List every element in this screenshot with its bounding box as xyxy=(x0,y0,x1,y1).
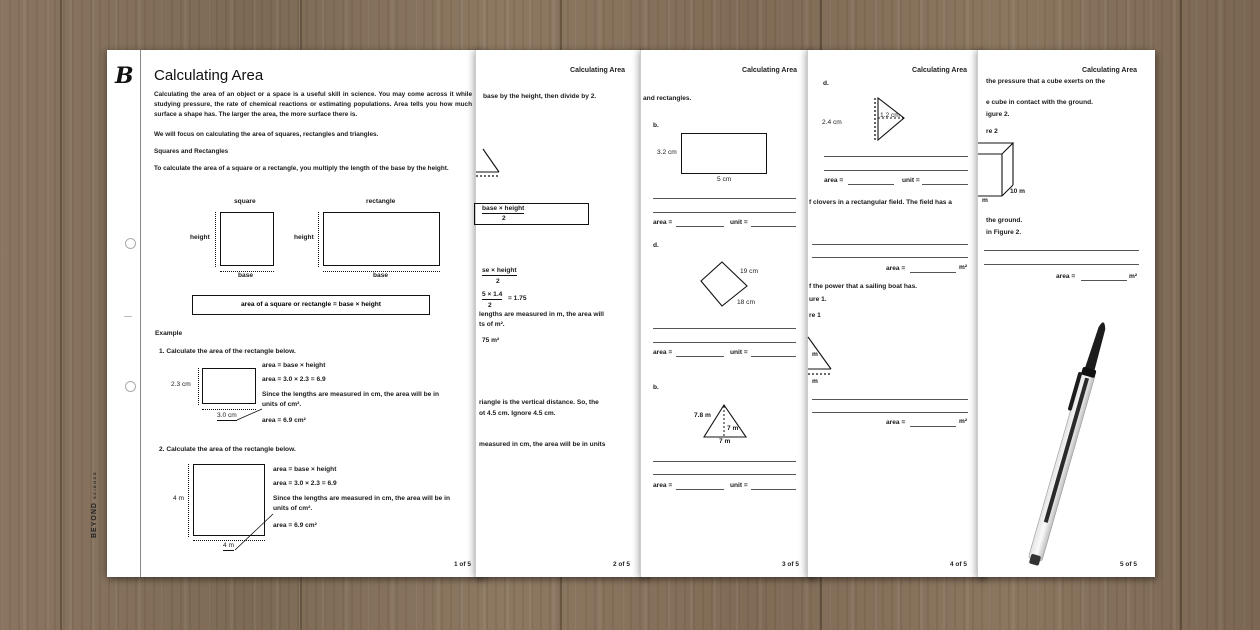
page-number: 1 of 5 xyxy=(454,561,471,568)
step-text: area = base × height xyxy=(273,466,337,473)
answer-line[interactable] xyxy=(653,342,796,343)
answer-line[interactable] xyxy=(812,244,968,245)
answer-line[interactable] xyxy=(984,250,1139,251)
unit-label: unit = xyxy=(902,177,920,184)
ballpoint-pen-icon xyxy=(1030,310,1110,580)
worksheet-page-1 xyxy=(91,50,485,577)
answer-line[interactable] xyxy=(824,170,968,171)
example-heading: Example xyxy=(155,330,183,337)
text-line: base by the height, then divide by 2. xyxy=(483,93,597,100)
note-text: Since the lengths are measured in cm, the area will be in xyxy=(262,391,439,398)
cube-base-label: m xyxy=(982,197,988,204)
page-header: Calculating Area xyxy=(912,67,967,74)
base-label: base xyxy=(373,272,389,279)
answer-line[interactable] xyxy=(653,328,796,329)
note-text: Since the lengths are measured in cm, the area will be in xyxy=(273,495,450,502)
side-label: m xyxy=(812,351,818,358)
text-line: lengths are measured in m, the area will xyxy=(479,311,604,318)
area-input-line[interactable] xyxy=(676,356,724,357)
height-label: height xyxy=(294,234,314,241)
area-formula-box: area of a square or rectangle = base × height xyxy=(192,295,430,315)
area-label: area = xyxy=(1056,273,1076,280)
worksheet-page-2 xyxy=(475,50,647,577)
brand-name: BEYOND xyxy=(91,502,98,538)
rectangle-figure xyxy=(681,133,767,174)
area-input-line[interactable] xyxy=(676,226,724,227)
text-line: f the power that a sailing boat has. xyxy=(809,283,918,290)
answer-line[interactable] xyxy=(824,156,968,157)
example-question: 2. Calculate the area of the rectangle below. xyxy=(159,446,296,453)
area-label: area = xyxy=(886,265,906,272)
intro-paragraph: Calculating the area of an object or a space is a useful skill in science. You may come across it while studying pressure, the rate of chemical reactions or estimating populations. Area tells you how much surface a shape has. The larger the area, the more surface there is. xyxy=(154,91,472,118)
answer-line[interactable] xyxy=(812,257,968,258)
wood-grain xyxy=(60,0,62,630)
answer-line[interactable] xyxy=(653,198,796,199)
text-line: ot 4.5 cm. Ignore 4.5 cm. xyxy=(479,410,556,417)
text-line: ure 1. xyxy=(809,296,827,303)
figure-title: re 1 xyxy=(809,312,821,319)
unit-label: unit = xyxy=(730,219,748,226)
page-header: Calculating Area xyxy=(570,67,625,74)
square-shape xyxy=(220,212,274,266)
area-label: area = xyxy=(653,349,673,356)
calc-numerator: 5 × 1.4 xyxy=(482,291,503,298)
height-marker xyxy=(198,368,199,405)
side-label: 7.8 m xyxy=(694,412,711,419)
height-marker xyxy=(318,212,319,267)
question-label: d. xyxy=(653,242,659,249)
text-line: igure 2. xyxy=(986,111,1010,118)
answer-line[interactable] xyxy=(653,212,796,213)
unit-label: m² xyxy=(959,264,968,271)
unit-label: m² xyxy=(1129,273,1138,280)
square-caption: square xyxy=(234,198,256,205)
text-line: and rectangles. xyxy=(643,95,692,102)
answer-text: 75 m² xyxy=(482,337,500,344)
height-label: 1.2 cm xyxy=(880,112,900,119)
wood-grain xyxy=(1180,0,1182,630)
calc-result: = 1.75 xyxy=(508,295,527,302)
punch-hole-icon xyxy=(125,381,136,392)
binding-gutter xyxy=(91,50,141,577)
base-label: 3.0 cm xyxy=(217,412,237,419)
formula-denominator: 2 xyxy=(502,215,506,222)
height-label: 7 m xyxy=(727,425,739,432)
page-number: 4 of 5 xyxy=(950,561,967,568)
calc-denominator: 2 xyxy=(496,278,500,285)
brand-wordmark xyxy=(91,471,98,538)
triangle-figure xyxy=(476,146,506,181)
fold-mark xyxy=(124,316,132,317)
height-label: 4 m xyxy=(173,495,184,502)
area-input-line[interactable] xyxy=(910,272,956,273)
brand-sub: SCIENCE xyxy=(92,470,97,500)
question-label: b. xyxy=(653,122,659,129)
area-label: area = xyxy=(653,482,673,489)
unit-input-line[interactable] xyxy=(751,489,796,490)
focus-paragraph: We will focus on calculating the area of squares, rectangles and triangles. xyxy=(154,131,379,138)
base-label: 4 m xyxy=(223,542,234,549)
text-line: f clovers in a rectangular field. The field has a xyxy=(809,199,952,206)
step-text: area = 3.0 × 2.3 = 6.9 xyxy=(262,376,326,383)
calc-denominator: 2 xyxy=(488,302,492,309)
page-title: Calculating Area xyxy=(154,67,264,84)
unit-input-line[interactable] xyxy=(922,184,968,185)
question-label: b. xyxy=(653,384,659,391)
base-label: 5 cm xyxy=(717,176,732,183)
height-label: height xyxy=(190,234,210,241)
base-label: m xyxy=(812,378,818,385)
page-header: Calculating Area xyxy=(742,67,797,74)
answer-line[interactable] xyxy=(812,399,968,400)
question-label: d. xyxy=(823,80,829,87)
example-question: 1. Calculate the area of the rectangle below. xyxy=(159,348,296,355)
text-line: the pressure that a cube exerts on the xyxy=(986,78,1106,85)
area-input-line[interactable] xyxy=(1081,280,1127,281)
unit-input-line[interactable] xyxy=(751,356,796,357)
rectangle-caption: rectangle xyxy=(366,198,396,205)
answer-text: area = 6.9 cm² xyxy=(273,522,317,529)
text-line: measured in cm, the area will be in units xyxy=(479,441,606,448)
text-line: e cube in contact with the ground. xyxy=(986,99,1093,106)
text-line: riangle is the vertical distance. So, the xyxy=(479,399,599,406)
area-input-line[interactable] xyxy=(910,426,956,427)
side-label: 19 cm xyxy=(740,268,758,275)
cube-depth-label: 10 m xyxy=(1010,188,1026,195)
answer-text: area = 6.9 cm² xyxy=(262,417,306,424)
cube-figure xyxy=(978,140,1038,200)
page-header: Calculating Area xyxy=(1082,67,1137,74)
example-rectangle xyxy=(202,368,256,404)
unit-label: unit = xyxy=(730,482,748,489)
unit-label: m² xyxy=(959,418,968,425)
answer-line[interactable] xyxy=(812,412,968,413)
figure-title: re 2 xyxy=(986,128,998,135)
note-text: units of cm². xyxy=(273,505,313,512)
height-marker xyxy=(215,212,216,267)
unit-input-line[interactable] xyxy=(751,226,796,227)
page-number: 2 of 5 xyxy=(613,561,630,568)
step-text: area = 3.0 × 2.3 = 6.9 xyxy=(273,480,337,487)
base-label: 2.4 cm xyxy=(822,119,842,126)
area-label: area = xyxy=(886,419,906,426)
worksheet-page-4 xyxy=(807,50,985,577)
formula-numerator: base × height xyxy=(482,205,525,212)
answer-line[interactable] xyxy=(984,264,1139,265)
beyond-logo-icon: B xyxy=(115,63,134,89)
section-paragraph: To calculate the area of a square or a rectangle, you multiply the length of the base by the height. xyxy=(154,165,449,172)
text-line: in Figure 2. xyxy=(986,229,1022,236)
area-label: area = xyxy=(824,177,844,184)
height-marker xyxy=(188,464,189,537)
calc-numerator: se × height xyxy=(482,267,517,274)
unit-label: unit = xyxy=(730,349,748,356)
answer-line[interactable] xyxy=(653,474,796,475)
step-text: area = base × height xyxy=(262,362,326,369)
text-line: the ground. xyxy=(986,217,1023,224)
punch-hole-icon xyxy=(125,238,136,249)
page-number: 3 of 5 xyxy=(782,561,799,568)
area-input-line[interactable] xyxy=(848,184,894,185)
page-number: 5 of 5 xyxy=(1120,561,1137,568)
worksheet-page-3 xyxy=(640,50,815,577)
pointer-line xyxy=(235,512,277,552)
rectangle-shape xyxy=(323,212,440,266)
height-label: 3.2 cm xyxy=(657,149,677,156)
note-text: units of cm². xyxy=(262,401,302,408)
area-label: area = xyxy=(653,219,673,226)
section-heading: Squares and Rectangles xyxy=(154,148,229,155)
answer-line[interactable] xyxy=(653,461,796,462)
side-label: 18 cm xyxy=(737,299,755,306)
height-label: 2.3 cm xyxy=(171,381,191,388)
base-label: 7 m xyxy=(719,438,731,445)
text-line: ts of m². xyxy=(479,321,505,328)
area-input-line[interactable] xyxy=(676,489,724,490)
base-label: base xyxy=(238,272,254,279)
